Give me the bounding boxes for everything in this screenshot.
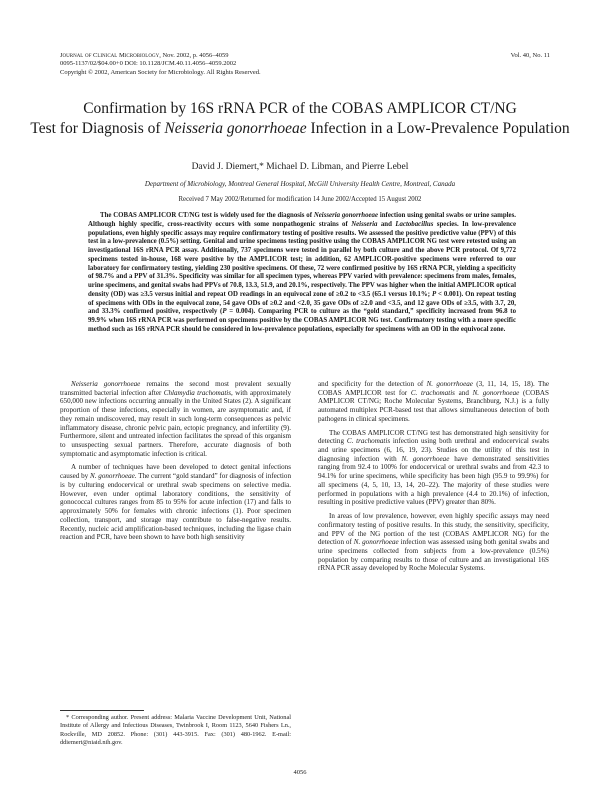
paragraph: A number of techniques have been developed to detect genital infections caused by N. gonorrhoeae. The current “gold standard” for diagnosis of infection is by culturing endocervical or urethral swab specimens on selective media. However, even under optimal laboratory conditions, the sensitivity of gonococcal cultures ranges from 85 to 95% for acute infection (17) and falls to approximately 50% for females with chronic infections (1). Poor specimen collection, transport, and storage may contribute to false-negative results. Recently, nucleic acid amplification-based techniques, including the ligase chain reaction and PCR, have been shown to have both high sensitivity: [60, 463, 291, 542]
received-dates: Received 7 May 2002/Returned for modification 14 June 2002/Accepted 15 August 2002: [178, 196, 422, 203]
volume-info: Vol. 40, No. 11: [510, 52, 550, 59]
corresponding-author-footnote: * Corresponding author. Present address: Malaria Vaccine Development Unit, National Institute of Allergy and Infectious Diseases, Twinbrook I, Room 1123, 5640 Fishers Ln., Rockville, MD 20852. Phone: (301) 443-3915. Fax: (301) 480-1962. E-mail: ddiemert@niaid.nih.gov.: [60, 714, 291, 746]
copyright: Copyright © 2002, American Society for Microbiology. All Rights Reserved.: [60, 68, 261, 76]
issue-info: , Nov. 2002, p. 4056–4059: [159, 52, 229, 59]
body-column-left: [60, 380, 291, 547]
body-column-right: [318, 380, 549, 578]
title-organism: Neisseria gonorrhoeae: [164, 120, 307, 137]
paragraph: and specificity for the detection of N. gonorrhoeae (3, 11, 14, 15, 18). The COBAS AMPLICOR test for C. trachomatis and N. gonorrhoeae (COBAS AMPLICOR CT/NG; Roche Molecular Systems, Branchburg, N.J.) is a fully automated multiplex PCR-based test that allows simultaneous detection of both pathogens in clinical specimens.: [318, 380, 550, 423]
page-number: 4056: [293, 769, 307, 776]
paragraph: The COBAS AMPLICOR CT/NG test has demonstrated high sensitivity for detecting C. trachomatis infection using both urethral and endocervical swabs and urine specimens (6, 16, 19, 23). Studies on the utility of this test in diagnosing infection with N. gonorrhoeae have demonstrated sensitivities ranging from 92.4 to 100% for endocervical or urethral swabs and from 42.3 to 94.1% for urine specimens, while specificity has been high (95.9 to 99.9%) for all specimens (4, 5, 10, 13, 14, 20–22). The majority of these studies were performed in populations with a high prevalence (4.4 to 20.1%) of infection, resulting in positive predictive values (PPV) greater than 80%.: [318, 428, 549, 507]
author-list: David J. Diemert,* Michael D. Libman, and Pierre Lebel: [191, 162, 409, 172]
running-header: [60, 52, 550, 77]
footnote-divider: [60, 710, 144, 711]
paragraph: Neisseria gonorrhoeae remains the second most prevalent sexually transmitted bacterial infection after Chlamydia trachomatis, with approximately 650,000 new infections occurring annually in the United States (2). A significant proportion of these infections, especially in women, are asymptomatic and, if they remain undiscovered, may result in such long-term consequences as pelvic inflammatory disease, chronic pelvic pain, ectopic pregnancy, and infertility (9). Furthermore, silent and untreated infection facilitates the spread of this organism to unsuspecting sexual partners. Therefore, accurate diagnosis of both symptomatic and asymptomatic infection is critical.: [60, 380, 291, 458]
journal-name: Journal of Clinical Microbiology: [60, 52, 160, 59]
affiliation: Department of Microbiology, Montreal General Hospital, McGill University Health Centre, Montreal, Canada: [144, 180, 456, 188]
paragraph: In areas of low prevalence, however, even highly specific assays may need confirmatory testing of positive results. In this study, the sensitivity, specificity, and PPV of the NG portion of the test (COBAS AMPLICOR NG) for the detection of N. gonorrhoeae infection was assessed using both genital swabs and urine specimens collected from subjects from a low-prevalence (0.5%) population by comparing results to those of culture and an investigational 16S rRNA PCR assay developed by Roche Molecular Systems.: [318, 512, 550, 573]
abstract: The COBAS AMPLICOR CT/NG test is widely used for the diagnosis of Neisseria gonorrhoeae infection using genital swabs or urine samples. Although highly specific, cross-reactivity occurs with some nonpathogenic strains of Neisseria and Lactobacillus species. In low-prevalence populations, even highly specific assays may require confirmatory testing of positive results. We assessed the positive predictive value (PPV) of this test in a low-prevalence (0.5%) setting. Genital and urine specimens testing positive using the COBAS AMPLICOR NG test were retested using an investigational 16S rRNA PCR assay. Additionally, 737 specimens were tested in parallel by both culture and the above PCR protocol. Of 9,772 specimens tested in-house, 168 were positive by the AMPLICOR test; in addition, 62 AMPLICOR-positive specimens were referred to our laboratory for confirmatory testing, yielding 230 positive specimens. Of these, 72 were confirmed positive by 16S rRNA PCR, yielding a specificity of 98.7% and a PPV of 31.3%. Specificity was similar for all specimen types, whereas PPV varied with prevalence: specimens from males, females, urine specimens, and genital swabs had PPVs of 70.8, 13.3, 51.9, and 20.1%, respectively. The PPV was higher when the initial AMPLICOR optical density (OD) was ≥3.5 versus initial and repeat OD readings in an equivocal zone of ≥0.2 to <3.5 (65.1 versus 10.1%; P < 0.001). On repeat testing of specimens with ODs in the equivocal zone, 54 gave ODs of ≥0.2 and <2.0, 35 gave ODs of ≥2.0 and <3.5, and 12 gave ODs of ≥3.5, with 3.7, 20, and 33.3% confirmed positive, respectively (P = 0.004). Comparing PCR to culture as the “gold standard,” specificity increased from 96.8 to 99.9% when 16S rRNA PCR was performed on specimens positive by the COBAS AMPLICOR NG test. Confirmatory testing with a more specific method such as 16S rRNA PCR should be considered in low-prevalence populations, especially for specimens with an OD in the equivocal zone.: [88, 212, 516, 333]
article-title: Confirmation by 16S rRNA PCR of the COBAS AMPLICOR CT/NG Test for Diagnosis of Neisseria gonorrhoeae Infection in a Low-Prevalence Population: [30, 100, 570, 137]
issn-doi: 0095-1137/02/$04.00+0 DOI: 10.1128/JCM.40.11.4056–4059.2002: [60, 60, 237, 68]
